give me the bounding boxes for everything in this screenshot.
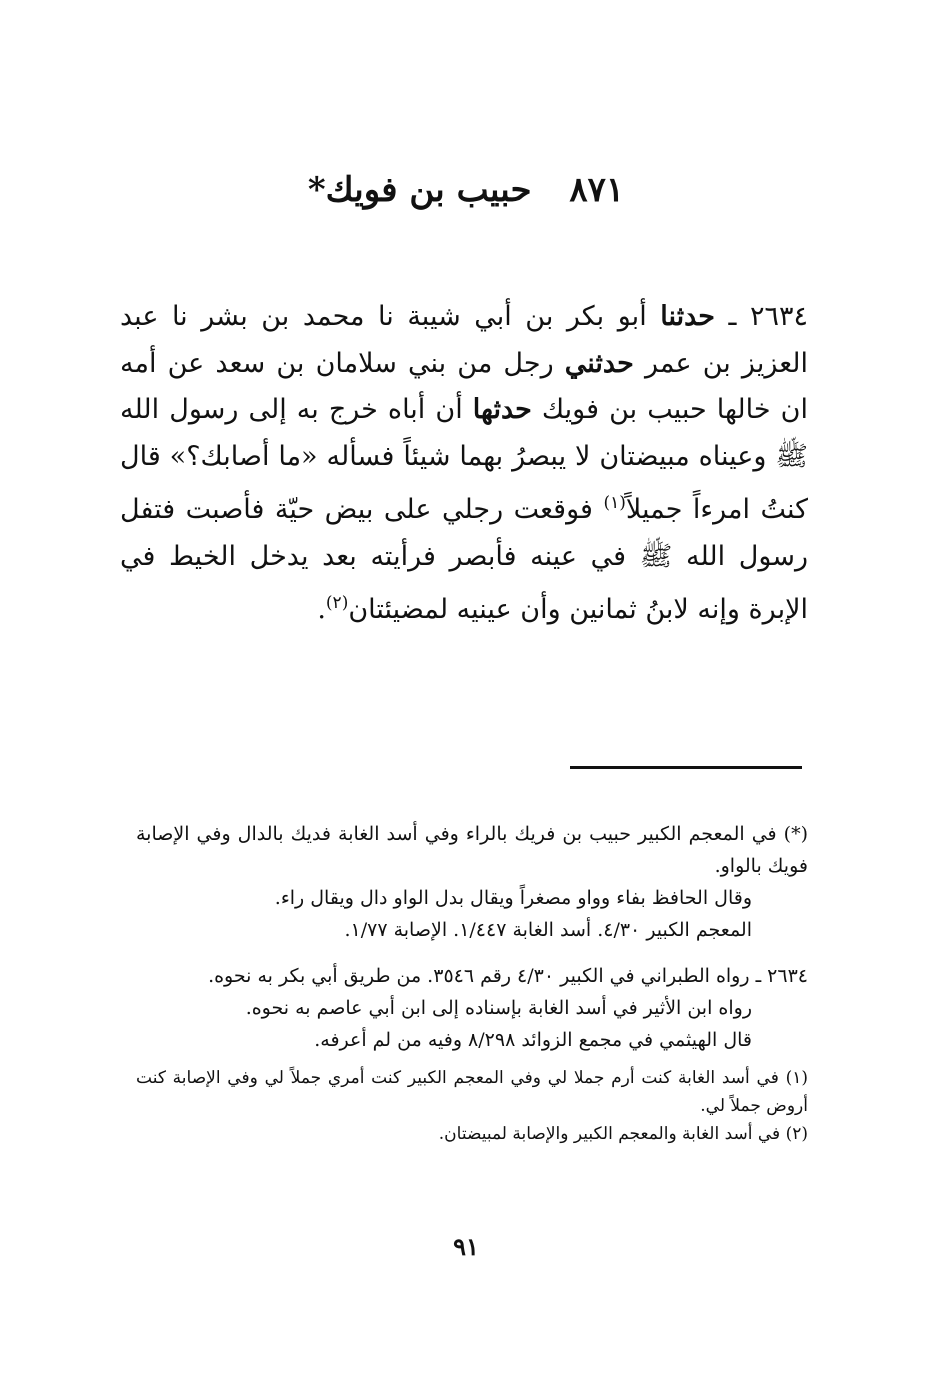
star-note-line2: وقال الحافظ بفاء وواو مصغراً ويقال بدل الواو دال ويقال راء.	[274, 887, 752, 909]
note-gap	[136, 946, 808, 960]
footnote-separator-rule	[570, 766, 802, 769]
takhrij-line3: قال الهيثمي في مجمع الزوائد ٨/٢٩٨ وفيه من لم أعرفه.	[314, 1029, 752, 1051]
star-note	[136, 818, 808, 946]
hadith-text-part2: رجل من بني سلامان بن سعد عن أمه ان خالها حبيب بن فويك	[120, 347, 808, 425]
section-title: حبيب بن فويك*	[307, 170, 532, 210]
takhrij-line1: ٢٦٣٤ ـ رواه الطبراني في الكبير ٤/٣٠ رقم ٣٥٤٦. من طريق أبي بكر به نحوه.	[208, 965, 808, 987]
variant-footnotes	[136, 1064, 808, 1148]
hadith-text-part1: أبو بكر بن أبي شيبة نا محمد بن بشر نا عبد العزيز بن عمر	[120, 301, 808, 379]
hadith-dash: ـ	[715, 301, 737, 332]
hadith-text-part4: فوقعت رجلي على بيض حيّة فأصبت فتفل رسول الله ﷺ في عينه فأبصر فرأيته بعد يدخل الخيط في الإبرة وإنه لابنُ ثمانين وأن عينيه لمضيئتان	[120, 494, 808, 625]
hadith-text	[120, 294, 808, 634]
hadith-text-part3: أن أباه خرج به إلى رسول الله ﷺ وعيناه مبيضتان لا يبصرُ بهما شيئاً فسأله «ما أصابك؟» قال كنتُ امرءاً جميلاً	[120, 394, 808, 525]
hadith-number: ٢٦٣٤	[749, 301, 808, 332]
hadith-ending: .	[317, 594, 326, 625]
star-note-line3: المعجم الكبير ٤/٣٠. أسد الغابة ١/٤٤٧. الإصابة ١/٧٧.	[344, 919, 752, 941]
footnote-2: (٢) في أسد الغابة والمعجم الكبير والإصابة لمبيضتان.	[438, 1124, 808, 1144]
star-note-line1: (*) في المعجم الكبير حبيب بن فريك بالراء وفي أسد الغابة فديك بالدال وفي الإصابة فويك بالواو.	[136, 823, 808, 877]
page-number: ٩١	[453, 1232, 479, 1261]
section-number: ٨٧١	[569, 170, 625, 210]
note-gap	[136, 1056, 808, 1064]
hadith-opening-word: حدثنا	[660, 301, 715, 332]
hadith-bold-haddathaha: حدثها	[472, 394, 532, 425]
footnote-marker-2: (٢)	[325, 593, 349, 613]
footnotes-area	[136, 818, 808, 1148]
takhrij-line2: رواه ابن الأثير في أسد الغابة بإسناده إلى ابن أبي عاصم به نحوه.	[245, 997, 752, 1019]
section-heading	[0, 160, 932, 220]
footnote-marker-1: (١)	[603, 493, 626, 513]
takhrij-note	[136, 960, 808, 1056]
hadith-bold-haddathani: حدثني	[564, 347, 634, 379]
footnote-1: (١) في أسد الغابة كنت أرم جملا لي وفي المعجم الكبير كنت أمري جملاً لي وفي الإصابة كنت أروض جملاً لي.	[136, 1068, 808, 1116]
